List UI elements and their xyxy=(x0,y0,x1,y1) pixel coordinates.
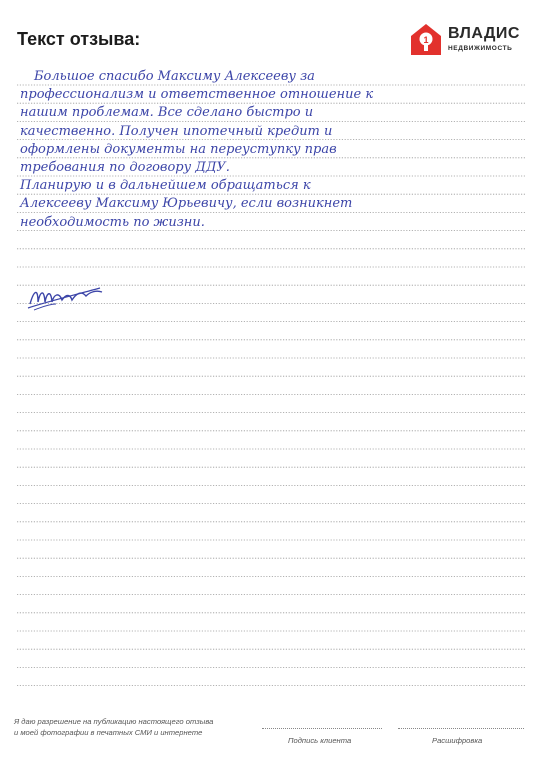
review-line: профессионализм и ответственное отношение к xyxy=(20,87,374,103)
brand-subtitle: НЕДВИЖИМОСТЬ xyxy=(448,45,513,52)
review-line: требования по договору ДДУ. xyxy=(20,160,230,175)
review-line: Большое спасибо Максиму Алексееву за xyxy=(34,69,315,84)
review-line: нашим проблемам. Все сделано быстро и xyxy=(20,105,314,121)
svg-text:1: 1 xyxy=(423,35,429,45)
handwritten-signature xyxy=(26,282,106,316)
review-line: Планирую и в дальнейшем обращаться к xyxy=(20,178,311,194)
decoding-label: Расшифровка xyxy=(432,736,483,745)
review-line: оформлены документы на переуступку прав xyxy=(20,141,337,157)
decoding-field[interactable] xyxy=(398,728,524,729)
consent-line: Я даю разрешение на публикацию настоящего отзыва xyxy=(14,717,214,726)
publication-consent xyxy=(14,716,274,738)
review-line: качественно. Получен ипотечный кредит и xyxy=(20,123,333,139)
review-line: Алексееву Максиму Юрьевичу, если возникнет xyxy=(20,196,353,212)
review-line: необходимость по жизни. xyxy=(20,214,205,230)
form-title: Текст отзыва: xyxy=(17,29,141,49)
client-signature-label: Подпись клиента xyxy=(288,736,352,745)
brand-name: ВЛАДИС xyxy=(448,25,520,42)
client-signature-field[interactable] xyxy=(262,728,382,729)
consent-line: и моей фотографии в печатных СМИ и интернете xyxy=(14,728,203,737)
